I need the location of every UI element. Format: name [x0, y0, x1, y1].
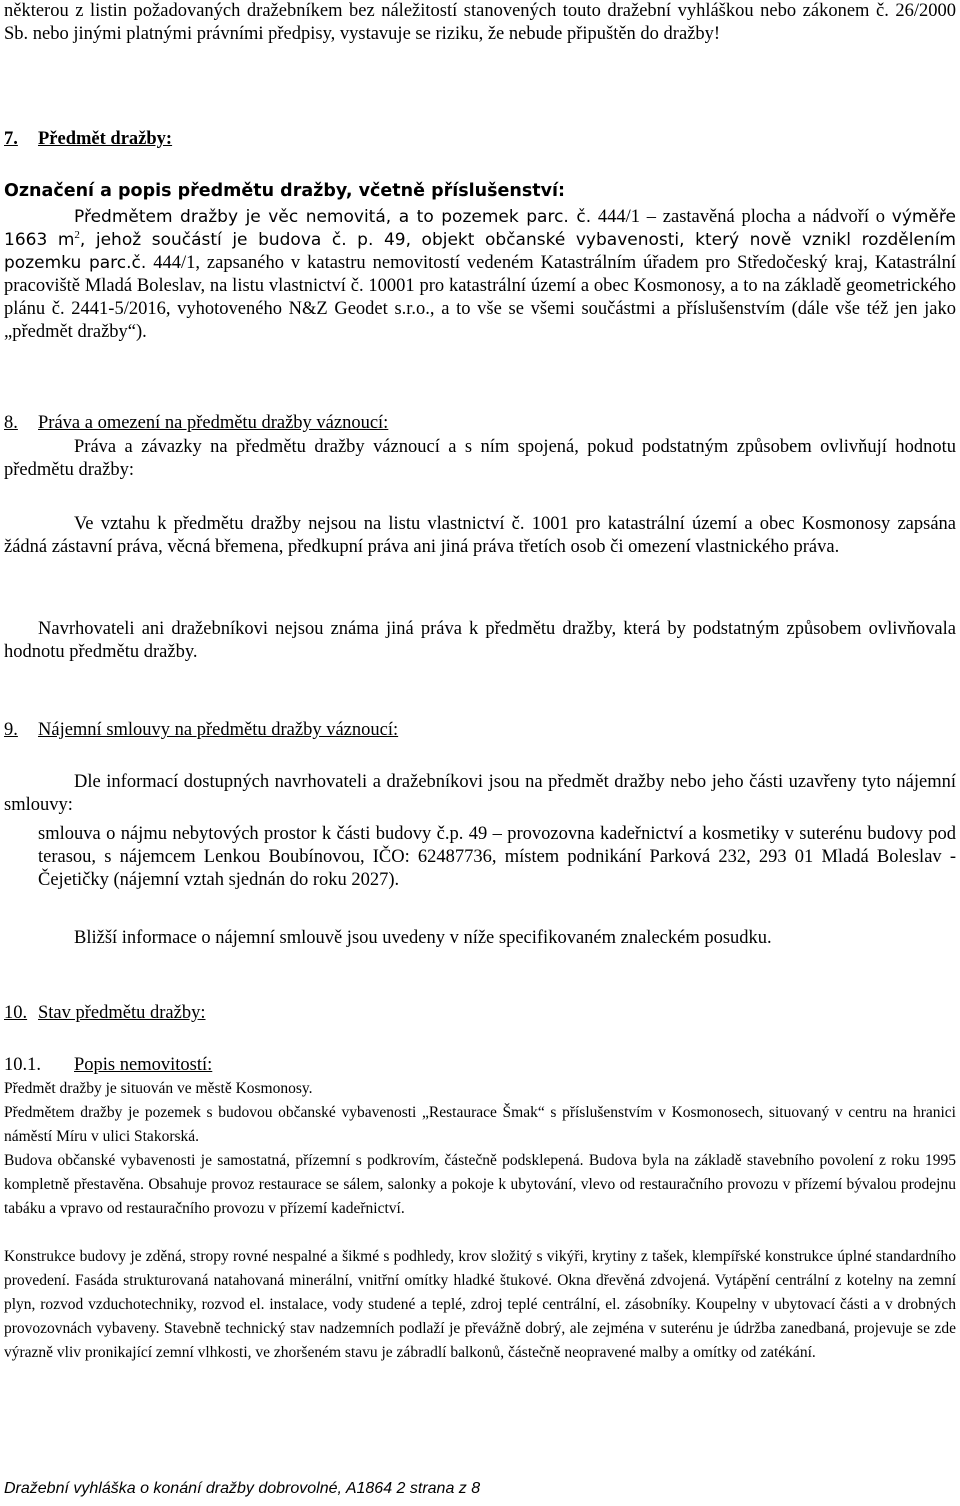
section-10-paragraph-3: Budova občanské vybavenosti je samostatná, přízemní s podkrovím, částečně podsklepená. Budova byla na základě stavebního povolení z roku 1995 kompletně přestavěna. Obsahuje provoz restaurace se sálem, salonky a pokoje k ubytování, vlevo od restauračního provozu v přízemí bývalou prodejnu tabáku a vpravo od restauračního provozu v přízemí kadeřnictví. [4, 1152, 956, 1217]
subsection-number: 10.1. [4, 1055, 41, 1075]
section-10-heading [4, 1002, 205, 1025]
section-10-paragraph-1: Předmět dražby je situován ve městě Kosmonosy. [4, 1080, 313, 1097]
section-8-paragraph-3: Navrhovateli ani dražebníkovi nejsou známa jiná práva k předmětu dražby, která by podstatným způsobem ovlivňovala hodnotu předmětu dražby. [4, 619, 956, 662]
section-8-paragraph-2: Ve vztahu k předmětu dražby nejsou na listu vlastnictví č. 1001 pro katastrální území a obec Kosmonosy zapsána žádná zástavní práva, věcná břemena, předkupní práva ani jiná práva třetích osob či omezení vlastnického práva. [4, 514, 956, 557]
section-title: Stav předmětu dražby: [38, 1003, 206, 1023]
section-title: Nájemní smlouvy na předmětu dražby váznoucí: [38, 720, 399, 740]
section-9-paragraph-1: Dle informací dostupných navrhovateli a dražebníkovi jsou na předmět dražby nebo jeho části uzavřeny tyto nájemní smlouvy: [4, 772, 956, 815]
subsection-title: Popis nemovitostí: [74, 1055, 213, 1075]
section-9-bullet: smlouva o nájmu nebytových prostor k části budovy č.p. 49 – provozovna kadeřnictví a kosmetiky v suterénu budovy pod terasou, s nájemcem Lenkou Boubínovou, IČO: 62487736, místem podnikání Parková 232, 293 01 Mladá Boleslav - Čejetičky (nájemní vztah sjednán do roku 2027). [38, 824, 956, 890]
section-number: 10. [4, 1003, 28, 1023]
page-footer: Dražební vyhláška o konání dražby dobrovolné, A1864 2 strana z 8 [4, 1480, 481, 1497]
section-title: Práva a omezení na předmětu dražby váznoucí: [38, 413, 389, 433]
section-10-paragraph-2: Předmětem dražby je pozemek s budovou občanské vybavenosti „Restaurace Šmak“ s příslušenstvím v Kosmonosech, situovaný v centru na hranici náměstí Míru v ulici Stakorská. [4, 1104, 956, 1145]
section-number: 8. [4, 413, 18, 433]
intro-paragraph: některou z listin požadovaných dražebníkem bez náležitostí stanovených touto dražební vyhláškou nebo zákonem č. 26/2000 Sb. nebo jinými platnými právními předpisy, vystavuje se riziku, že nebude připuštěn do dražby! [4, 1, 956, 44]
section-7-subtitle: Označení a popis předmětu dražby, včetně příslušenství: [4, 181, 566, 201]
section-7-heading [4, 128, 172, 151]
section-8-heading [4, 412, 388, 435]
section-number: 7. [4, 129, 18, 149]
section-7-paragraph: Předmětem dražby je věc nemovitá, a to pozemek parc. č. 444/1 – zastavěná plocha a nádvoří o výměře 1663 $m^2$, jehož součástí je budova č. p. 49, objekt občanské vybavenosti, který nově vznikl rozdělením pozemku parc.č. 444/1, zapsaného v katastru nemovitostí vedeném Katastrálním úřadem pro Středočeský kraj, Katastrální pracoviště Mladá Boleslav, na listu vlastnictví č. 10001 pro katastrální území a obec Kosmonosy, a to na základě geometrického plánu č. 2441-5/2016, vyhotoveného N&Z Geodet s.r.o., a to vše se všemi součástmi a příslušenstvím (dále vše též jen jako „předmět dražby“). [4, 207, 957, 342]
section-number: 9. [4, 720, 18, 740]
section-9-paragraph-2: Bližší informace o nájemní smlouvě jsou uvedeny v níže specifikovaném znaleckém posudku. [74, 928, 772, 948]
section-9-heading [4, 719, 398, 742]
section-8-paragraph-1: Práva a závazky na předmětu dražby váznoucí a s ním spojená, pokud podstatným způsobem ovlivňují hodnotu předmětu dražby: [4, 437, 956, 480]
section-title: Předmět dražby: [38, 129, 173, 149]
subsection-10-1-heading [4, 1054, 212, 1077]
section-10-paragraph-4: Konstrukce budovy je zděná, stropy rovné nespalné a šikmé s podhledy, krov složitý s vikýři, krytiny z tašek, klempířské konstrukce úplné standardního provedení. Fasáda strukturovaná natahovaná minerální, vnitřní omítky hladké štukové. Okna dřevěná zdvojená. Vytápění centrální z kotelny na zemní plyn, rozvod vzduchotechniky, rozvod el. instalace, vody studené a teplé, zdroj teplé centrální, el. zásobníky. Koupelny v ubytovací části a v drobných provozovnách vybaveny. Stavebně technický stav nadzemních podlaží je převážně dobrý, ale zejména v suterénu je údržba zanedbaná, projevuje se zde výrazně vliv pronikající zemní vlhkosti, ve zhoršeném stavu je zábradlí balkonů, částečně neopravené malby a omítky od zatékání. [4, 1248, 956, 1361]
